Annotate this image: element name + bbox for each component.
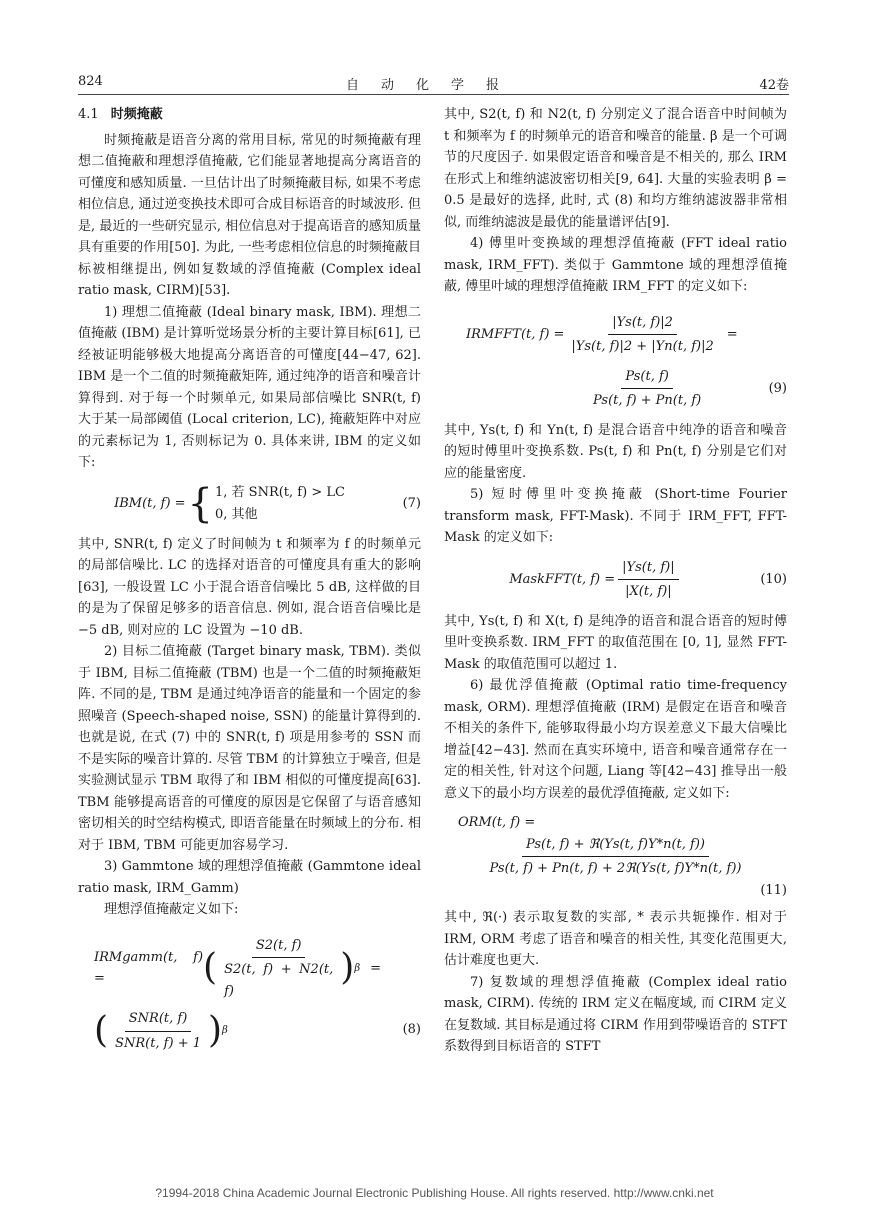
eq11-numerator: Ps(t, f) + ℜ(Ys(t, f)Y*n(t, f)) xyxy=(522,834,709,858)
paragraph: 时频掩蔽是语音分离的常用目标, 常见的时频掩蔽有理想二值掩蔽和理想浮值掩蔽, 它们能显著地提高分离语音的可懂度和感知质量. 一旦估计出了时频掩蔽目标, 如果不考虑相位信息, 通过逆变换技术即可合成目标语音的时域波形. 但是, 最近的一些研究显示, 相位信息对于提高语音的感知质量具有重要的作用[50]. 为此, 一些考虑相位信息的时频掩蔽目标被相继提出, 例如复数域的浮值掩蔽 (Complex ideal ratio mask, CIRM)[53]. xyxy=(78,132,421,298)
eq9-denominator: Ps(t, f) + Pn(t, f) xyxy=(593,393,702,408)
equation-7 xyxy=(78,482,421,526)
equation-number: (11) xyxy=(760,882,787,898)
eq9-denominator: |Ys(t, f)|2 + |Yn(t, f)|2 xyxy=(571,339,714,354)
eq9-numerator: |Ys(t, f)|2 xyxy=(608,312,677,336)
brace-glyph: { xyxy=(187,480,213,527)
equation-11 xyxy=(444,812,787,901)
left-column xyxy=(78,104,421,1062)
eq7-case: 0, 其他 xyxy=(215,506,258,522)
equation-number: (7) xyxy=(402,495,421,511)
paragraph: 3) Gammtone 域的理想浮值掩蔽 (Gammtone ideal ratio mask, IRM_Gamm) xyxy=(78,859,421,896)
section-number: 4.1 xyxy=(78,107,99,122)
eq8-denominator: SNR(t, f) + 1 xyxy=(115,1035,201,1051)
eq7-lhs: IBM(t, f) = xyxy=(114,495,186,511)
paren-glyph: ) xyxy=(340,947,355,989)
eq8-denominator: S2(t, f) + N2(t, f) xyxy=(224,962,334,999)
paragraph: 理想浮值掩蔽定义如下: xyxy=(104,902,239,917)
copyright-footer: ?1994-2018 China Academic Journal Electronic Publishing House. All rights reserved. http://www.cnki.net xyxy=(155,1186,714,1200)
paren-glyph: ) xyxy=(208,1010,223,1051)
paragraph: 其中, Ys(t, f) 和 X(t, f) 是纯净的语音和混合语音的短时傅里叶变换系数. IRM_FFT 的取值范围在 [0, 1], 显然 FFT-Mask 的取值范围可以超过 1. xyxy=(444,613,787,672)
page-number: 824 xyxy=(78,74,103,89)
paragraph: 7) 复数域的理想浮值掩蔽 (Complex ideal ratio mask, CIRM). 传统的 IRM 定义在幅度域, 而 CIRM 定义在复数域. 其目标是通过将 CIRM 作用到带噪语音的 STFT 系数得到目标语音的 STFT xyxy=(444,974,787,1054)
eq11-denominator: Ps(t, f) + Pn(t, f) + 2ℜ(Ys(t, f)Y*n(t, f)) xyxy=(489,861,742,876)
paragraph: 4) 傅里叶变换域的理想浮值掩蔽 (FFT ideal ratio mask, IRM_FFT). 类似于 Gammtone 域的理想浮值掩蔽, 傅里叶域的理想浮值掩蔽 IRM_FFT 的定义如下: xyxy=(444,236,787,294)
eq8-numerator: S2(t, f) xyxy=(252,935,306,959)
equation-10 xyxy=(444,557,787,603)
eq9-lhs: IRMFFT(t, f) = xyxy=(466,326,565,342)
right-column xyxy=(444,104,787,1058)
eq8-lhs: IRMgamm(t, f) = xyxy=(94,949,204,987)
equation-number: (10) xyxy=(760,571,787,587)
volume-label: 42卷 xyxy=(759,78,789,93)
paren-glyph: ( xyxy=(203,947,218,989)
paragraph: 其中, ℜ(·) 表示取复数的实部, * 表示共轭操作. 相对于 IRM, ORM 考虑了语音和噪音的相关性, 其变化范围更大, 估计难度也更大. xyxy=(444,910,787,968)
eq9-equals: = xyxy=(726,326,738,342)
paragraph: 其中, Ys(t, f) 和 Yn(t, f) 是混合语音中纯净的语音和噪音的短时傅里叶变换系数. Ps(t, f) 和 Pn(t, f) 分别是它们对应的能量密度. xyxy=(444,422,787,481)
eq8-exponent: β xyxy=(354,962,361,974)
eq8-equals: = xyxy=(370,960,381,976)
paragraph: 1) 理想二值掩蔽 (Ideal binary mask, IBM). 理想二值掩蔽 (IBM) 是计算听觉场景分析的主要计算目标[61], 已经被证明能够极大地提高分离语音的可懂度[44−47, 62]. IBM 是一个二值的时频掩蔽矩阵, 通过纯净的语音和噪音计算得到. 对于每一个时频单元, 如果局部信噪比 SNR(t, f) 大于某一局部阈值 (Local criterion, LC), 掩蔽矩阵中对应的元素标记为 1, 否则标记为 0. 具体来讲, IBM 的定义如下: xyxy=(78,304,421,470)
paragraph: 其中, S2(t, f) 和 N2(t, f) 分别定义了混合语音中时间帧为 t 和频率为 f 的时频单元的语音和噪音的能量. β 是一个可调节的尺度因子. 如果假定语音和噪音是不相关的, 那么 IRM 在形式上和维纳滤波密切相关[9, 64]. 大量的实验表明 β = 0.5 是最好的选择, 此时, 式 (8) 和均方维纳滤波器非常相似, 而维纳滤波是最优的能量谱评估[9]. xyxy=(444,107,787,230)
running-header xyxy=(78,72,789,95)
paren-glyph: ( xyxy=(94,1010,109,1051)
paragraph: 其中, SNR(t, f) 定义了时间帧为 t 和频率为 f 的时频单元的局部信噪比. LC 的选择对语音的可懂度具有重大的影响[63], 一般设置 LC 小于混合语音信噪比 5 dB, 这样做的目的是为了保留足够多的语音信息. 例如, 混合语音信噪比是 −5 dB, 则对应的 LC 设置为 −10 dB. xyxy=(78,536,421,638)
eq10-denominator: |X(t, f)| xyxy=(625,584,672,599)
journal-name: 自动化学报 xyxy=(345,78,521,93)
eq10-numerator: |Ys(t, f)| xyxy=(618,557,678,581)
equation-9 xyxy=(444,312,787,412)
section-title: 时频掩蔽 xyxy=(110,107,163,122)
eq10-lhs: MaskFFT(t, f) = xyxy=(509,571,616,587)
eq8-numerator: SNR(t, f) xyxy=(125,1008,192,1032)
section-heading xyxy=(78,104,421,126)
equation-number: (9) xyxy=(768,381,787,396)
paragraph: 5) 短时傅里叶变换掩蔽 (Short-time Fourier transform mask, FFT-Mask). 不同于 IRM_FFT, FFT-Mask 的定义如下: xyxy=(444,487,787,545)
equation-8 xyxy=(78,935,421,1055)
eq9-numerator: Ps(t, f) xyxy=(621,366,673,390)
equation-number: (8) xyxy=(402,1021,421,1037)
paragraph: 6) 最优浮值掩蔽 (Optimal ratio time-frequency mask, ORM). 理想浮值掩蔽 (IRM) 是假定在语音和噪音不相关的条件下, 能够取得最小均方误差意义下最大信噪比增益[42−43]. 然而在真实环境中, 语音和噪音通常存在一定的相关性, 针对这个问题, Liang 等[42−43] 推导出一般意义下的最小均方误差的最优浮值掩蔽, 定义如下: xyxy=(444,678,787,801)
paragraph: 2) 目标二值掩蔽 (Target binary mask, TBM). 类似于 IBM, 目标二值掩蔽 (TBM) 也是一个二值的时频掩蔽矩阵. 不同的是, TBM 是通过纯净语音的能量和一个固定的参照噪音 (Speech-shaped noise, SSN) 的能量计算得到的. 也就是说, 在式 (7) 中的 SNR(t, f) 项是用参考的 SSN 而不是实际的噪音计算的. 尽管 TBM 的计算独立于噪音, 但是实验测试显示 TBM 取得了和 IBM 相似的可懂度提高[63]. TBM 能够提高语音的可懂度的原因是它保留了与语音感知密切相关的时空结构模式, 即语音能量在时频域上的分布. 相对于 IBM, TBM 可能更加容易学习. xyxy=(78,644,421,853)
eq7-case: 1, 若 SNR(t, f) > LC xyxy=(215,484,345,500)
eq11-lhs: ORM(t, f) = xyxy=(458,815,536,830)
eq8-exponent: β xyxy=(222,1025,228,1037)
